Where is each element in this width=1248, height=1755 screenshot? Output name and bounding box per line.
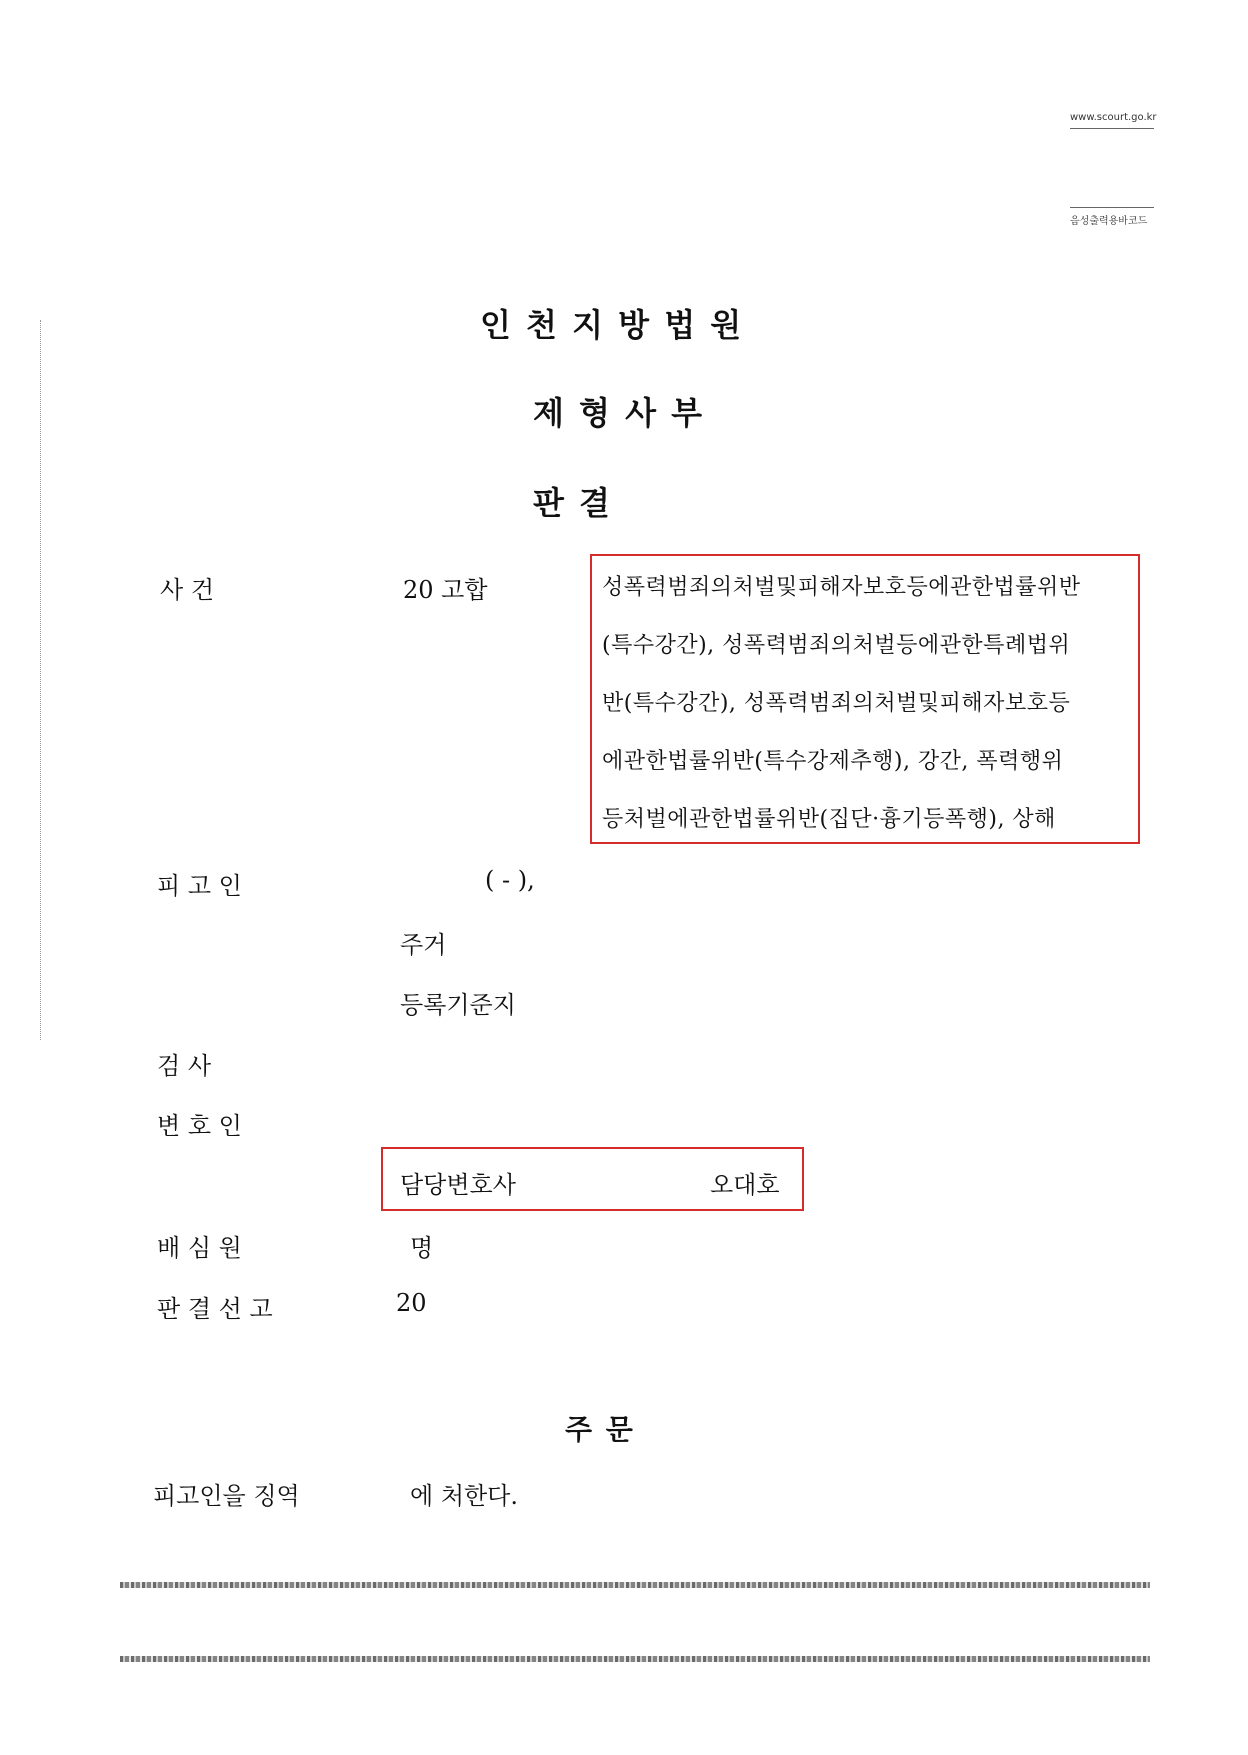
court-name: 인 천 지 방 법 원 [480,306,744,344]
order-text-suffix: 에 처한다. [410,1482,518,1510]
sentence-date-label: 판 결 선 고 [157,1295,273,1323]
prosecutor-label: 검 사 [157,1052,211,1080]
seal-caption: 음성출력용바코드 [1070,216,1148,227]
charge-line: 등처벌에관한법률위반(집단·흉기등폭행), 상해 [602,807,1056,832]
case-number: 20 고합 [403,576,488,604]
document-type: 판 결 [533,484,612,522]
counsel-highlight-box [381,1147,804,1211]
order-heading: 주 문 [565,1413,635,1446]
jury-value: 명 [410,1234,434,1262]
defendant-label: 피 고 인 [157,872,242,900]
residence-label: 주거 [400,931,447,959]
charges-highlight-box [590,554,1140,844]
charge-line: (특수강간), 성폭력범죄의처벌등에관한특례법위 [602,633,1071,658]
seal-caption-rule [1070,207,1154,208]
counsel-name: 오대호 [710,1171,780,1199]
url-stamp-rule [1070,128,1154,129]
registration-label: 등록기준지 [400,991,516,1019]
court-division: 제 형 사 부 [533,394,705,432]
counsel-label: 변 호 인 [157,1112,242,1140]
counsel-role: 담당변호사 [400,1171,516,1199]
scan-noise-band [120,1582,1150,1588]
charge-line: 에관한법률위반(특수강제추행), 강간, 폭력행위 [602,749,1064,774]
charge-line: 성폭력범죄의처벌및피해자보호등에관한법률위반 [602,575,1081,600]
scan-noise-band [120,1656,1150,1662]
scan-edge-artifact [40,320,42,1040]
case-label: 사 건 [160,576,214,604]
jury-label: 배 심 원 [157,1234,242,1262]
defendant-value: ( - ), [485,866,535,894]
order-text-prefix: 피고인을 징역 [153,1482,300,1510]
sentence-date-value: 20 [396,1289,427,1317]
charge-line: 반(특수강간), 성폭력범죄의처벌및피해자보호등 [602,691,1071,716]
url-stamp: www.scourt.go.kr [1070,112,1157,123]
